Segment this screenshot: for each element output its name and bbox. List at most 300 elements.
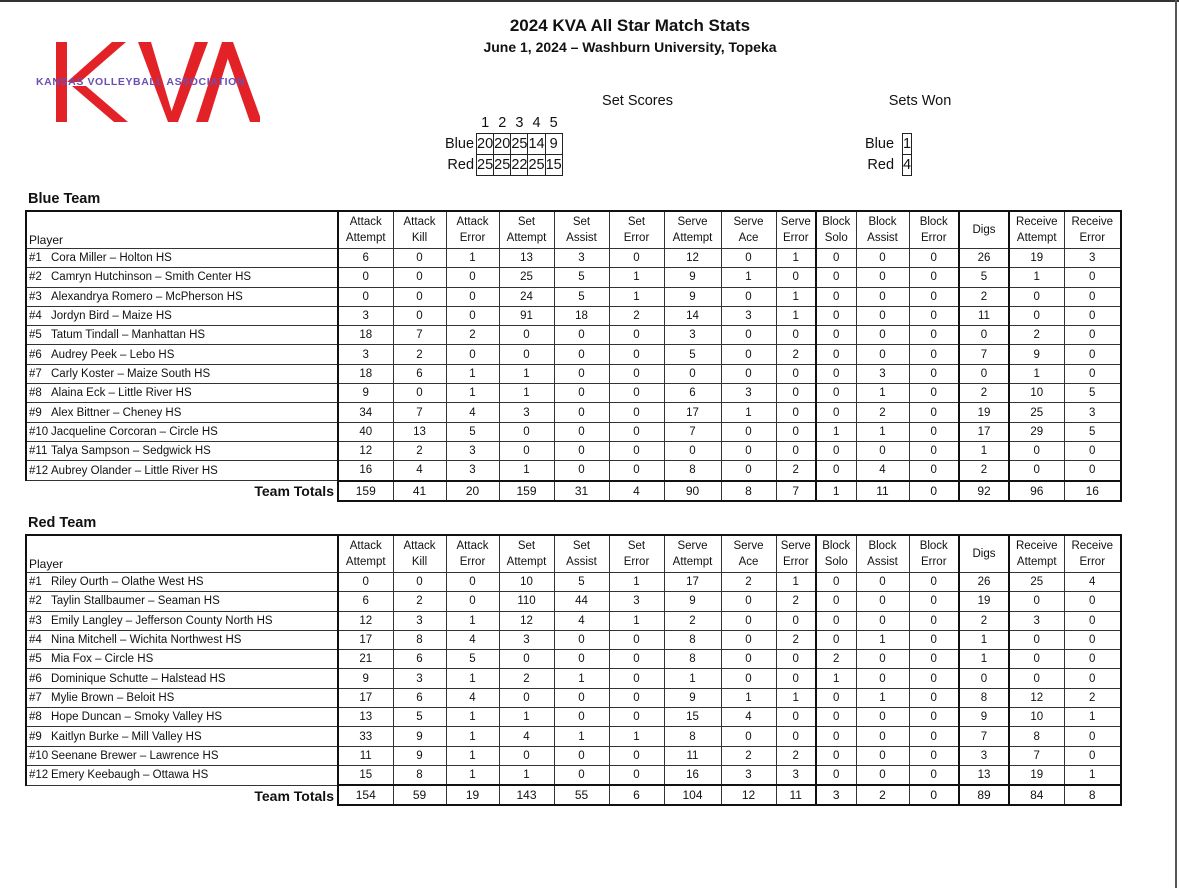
stat-cell: 17 bbox=[338, 688, 393, 707]
stat-cell: 9 bbox=[393, 746, 446, 765]
stat-cell: 0 bbox=[721, 630, 776, 649]
player-name: Seenane Brewer – Lawrence HS bbox=[51, 749, 219, 762]
column-header bbox=[856, 211, 909, 249]
team-total-cell: 11 bbox=[776, 785, 816, 805]
stat-cell: 0 bbox=[338, 268, 393, 287]
team-total-cell: 96 bbox=[1009, 481, 1064, 501]
stat-cell: 2 bbox=[721, 573, 776, 592]
stat-cell: 0 bbox=[1064, 268, 1121, 287]
column-header-line: Digs bbox=[972, 224, 996, 236]
stat-cell: 1 bbox=[499, 765, 554, 785]
stat-cell: 0 bbox=[721, 611, 776, 630]
stat-cell: 11 bbox=[959, 306, 1009, 325]
stat-cell: 1 bbox=[776, 287, 816, 306]
stat-cell: 26 bbox=[959, 573, 1009, 592]
table-row bbox=[26, 650, 1121, 669]
stat-cell: 0 bbox=[446, 287, 499, 306]
table-row bbox=[26, 708, 1121, 727]
stat-cell: 0 bbox=[554, 630, 609, 649]
stat-cell: 0 bbox=[554, 708, 609, 727]
stat-cell: 4 bbox=[446, 630, 499, 649]
stat-cell: 10 bbox=[499, 573, 554, 592]
column-header-line: Attack bbox=[403, 216, 436, 228]
stat-cell: 0 bbox=[554, 461, 609, 481]
stat-cell: 0 bbox=[393, 384, 446, 403]
column-header bbox=[721, 535, 776, 573]
column-header-line: Error bbox=[920, 232, 947, 244]
player-cell bbox=[26, 746, 338, 765]
stat-cell: 0 bbox=[816, 765, 856, 785]
red-score: 22 bbox=[511, 155, 528, 176]
stat-cell: 2 bbox=[609, 306, 664, 325]
stat-cell: 0 bbox=[776, 422, 816, 441]
logo-subtitle: KANSAS VOLLEYBALL ASSOCIATION bbox=[36, 76, 246, 88]
player-number: #3 bbox=[29, 614, 42, 627]
player-name: Alexandrya Romero – McPherson HS bbox=[51, 290, 243, 303]
stat-cell: 5 bbox=[664, 345, 721, 364]
stat-cell: 12 bbox=[499, 611, 554, 630]
team-total-cell: 0 bbox=[909, 481, 959, 501]
player-number: #7 bbox=[29, 691, 42, 704]
stat-cell: 5 bbox=[446, 650, 499, 669]
player-cell bbox=[26, 345, 338, 364]
stat-cell: 0 bbox=[856, 573, 909, 592]
column-header-line: Serve bbox=[733, 216, 764, 228]
column-header bbox=[959, 535, 1009, 573]
stat-cell: 8 bbox=[1009, 727, 1064, 746]
stat-cell: 0 bbox=[909, 611, 959, 630]
stat-cell: 0 bbox=[721, 364, 776, 383]
stat-cell: 2 bbox=[393, 592, 446, 611]
stat-cell: 9 bbox=[664, 268, 721, 287]
stat-cell: 9 bbox=[338, 669, 393, 688]
player-cell bbox=[26, 306, 338, 325]
blue-set-scores bbox=[445, 134, 562, 155]
red-score: 25 bbox=[494, 155, 511, 176]
column-header-line: Serve bbox=[677, 216, 708, 228]
stat-cell: 0 bbox=[499, 345, 554, 364]
stat-cell: 0 bbox=[446, 306, 499, 325]
stat-cell: 9 bbox=[393, 727, 446, 746]
stat-cell: 16 bbox=[338, 461, 393, 481]
stat-cell: 1 bbox=[446, 611, 499, 630]
player-number: #11 bbox=[29, 445, 48, 458]
stat-cell: 0 bbox=[609, 688, 664, 707]
stat-cell: 13 bbox=[393, 422, 446, 441]
stat-cell: 0 bbox=[909, 708, 959, 727]
stat-cell: 1 bbox=[959, 630, 1009, 649]
player-cell bbox=[26, 630, 338, 649]
column-header bbox=[1064, 211, 1121, 249]
stat-cell: 0 bbox=[909, 345, 959, 364]
stat-cell: 1 bbox=[856, 422, 909, 441]
stat-cell: 0 bbox=[816, 573, 856, 592]
column-header bbox=[909, 535, 959, 573]
stat-cell: 0 bbox=[721, 650, 776, 669]
table-row bbox=[26, 611, 1121, 630]
blue-score: 20 bbox=[477, 134, 494, 155]
stat-cell: 9 bbox=[959, 708, 1009, 727]
table-row bbox=[26, 727, 1121, 746]
stat-cell: 19 bbox=[959, 403, 1009, 422]
column-header-line: Digs bbox=[972, 548, 996, 560]
stat-cell: 0 bbox=[554, 688, 609, 707]
stat-cell: 16 bbox=[664, 765, 721, 785]
stat-cell: 0 bbox=[554, 441, 609, 460]
stat-cell: 0 bbox=[909, 403, 959, 422]
stat-cell: 0 bbox=[856, 669, 909, 688]
stat-cell: 11 bbox=[338, 746, 393, 765]
sets-won-caption: Sets Won bbox=[888, 93, 952, 109]
team-total-cell: 12 bbox=[721, 785, 776, 805]
team-total-cell: 92 bbox=[959, 481, 1009, 501]
stat-cell: 0 bbox=[1009, 306, 1064, 325]
stat-cell: 0 bbox=[856, 441, 909, 460]
stat-cell: 2 bbox=[959, 461, 1009, 481]
stat-cell: 14 bbox=[664, 306, 721, 325]
stat-cell: 0 bbox=[776, 441, 816, 460]
stat-cell: 0 bbox=[609, 708, 664, 727]
stat-cell: 0 bbox=[609, 650, 664, 669]
player-name: Emily Langley – Jefferson County North HS bbox=[51, 614, 273, 627]
stat-cell: 1 bbox=[609, 727, 664, 746]
stat-cell: 0 bbox=[554, 650, 609, 669]
stat-cell: 3 bbox=[776, 765, 816, 785]
stat-cell: 1 bbox=[609, 268, 664, 287]
player-cell bbox=[26, 592, 338, 611]
stat-cell: 3 bbox=[856, 364, 909, 383]
stat-cell: 0 bbox=[499, 746, 554, 765]
stat-cell: 12 bbox=[338, 441, 393, 460]
red-label: Red bbox=[867, 157, 895, 173]
stat-cell: 0 bbox=[909, 573, 959, 592]
stat-cell: 2 bbox=[664, 611, 721, 630]
stat-cell: 2 bbox=[1009, 326, 1064, 345]
stat-cell: 1 bbox=[446, 765, 499, 785]
red-team-title: Red Team bbox=[28, 515, 97, 531]
red-sets-won-row bbox=[865, 155, 912, 176]
blue-score: 14 bbox=[528, 134, 545, 155]
column-header-line: Set bbox=[572, 540, 591, 552]
top-border bbox=[0, 0, 1179, 2]
table-row bbox=[26, 461, 1121, 481]
column-header-line: Error bbox=[1079, 556, 1106, 568]
team-total-cell: 19 bbox=[446, 785, 499, 805]
stat-cell: 3 bbox=[1009, 611, 1064, 630]
stat-cell: 2 bbox=[959, 384, 1009, 403]
stat-cell: 0 bbox=[1064, 461, 1121, 481]
stat-cell: 0 bbox=[816, 306, 856, 325]
column-header bbox=[393, 535, 446, 573]
player-cell bbox=[26, 573, 338, 592]
player-name: Taylin Stallbaumer – Seaman HS bbox=[51, 595, 220, 608]
table-row bbox=[26, 364, 1121, 383]
team-totals-row bbox=[26, 785, 1121, 805]
column-header-line: Receive bbox=[1071, 216, 1114, 228]
stat-cell: 8 bbox=[959, 688, 1009, 707]
team-total-cell: 16 bbox=[1064, 481, 1121, 501]
stat-cell: 19 bbox=[1009, 765, 1064, 785]
column-header-line: Assist bbox=[566, 556, 597, 568]
stat-cell: 0 bbox=[664, 364, 721, 383]
stat-cell: 0 bbox=[499, 650, 554, 669]
stat-cell: 6 bbox=[664, 384, 721, 403]
stat-cell: 0 bbox=[609, 630, 664, 649]
stat-cell: 0 bbox=[393, 573, 446, 592]
stat-cell: 2 bbox=[776, 592, 816, 611]
player-column-header: Player bbox=[26, 211, 338, 249]
player-number: #3 bbox=[29, 290, 42, 303]
stat-cell: 0 bbox=[609, 249, 664, 268]
column-header bbox=[664, 535, 721, 573]
stat-cell: 0 bbox=[909, 306, 959, 325]
red-sets-won: 4 bbox=[903, 155, 912, 176]
stat-cell: 4 bbox=[446, 688, 499, 707]
column-header-line: Serve bbox=[733, 540, 764, 552]
team-total-cell: 4 bbox=[609, 481, 664, 501]
stat-cell: 0 bbox=[446, 592, 499, 611]
stat-cell: 0 bbox=[909, 287, 959, 306]
team-total-cell: 159 bbox=[338, 481, 393, 501]
table-row bbox=[26, 306, 1121, 325]
player-name: Tatum Tindall – Manhattan HS bbox=[51, 329, 206, 342]
set-number: 5 bbox=[549, 115, 558, 131]
stat-cell: 4 bbox=[554, 611, 609, 630]
stat-cell: 0 bbox=[554, 384, 609, 403]
column-header bbox=[499, 535, 554, 573]
player-name: Audrey Peek – Lebo HS bbox=[51, 348, 175, 361]
stat-cell: 3 bbox=[393, 611, 446, 630]
stat-cell: 0 bbox=[776, 268, 816, 287]
stat-cell: 7 bbox=[393, 326, 446, 345]
column-header-line: Set bbox=[517, 540, 536, 552]
stat-cell: 0 bbox=[909, 669, 959, 688]
player-name: Riley Ourth – Olathe West HS bbox=[51, 576, 204, 589]
column-header bbox=[554, 535, 609, 573]
column-header-line: Receive bbox=[1071, 540, 1114, 552]
column-header-line: Kill bbox=[411, 556, 428, 568]
stat-cell: 4 bbox=[1064, 573, 1121, 592]
stat-cell: 0 bbox=[554, 746, 609, 765]
stat-cell: 0 bbox=[1009, 650, 1064, 669]
team-total-cell: 84 bbox=[1009, 785, 1064, 805]
blue-team-stats-table bbox=[25, 210, 1122, 502]
stat-cell: 3 bbox=[959, 746, 1009, 765]
player-number: #6 bbox=[29, 348, 42, 361]
stat-cell: 10 bbox=[1009, 384, 1064, 403]
column-header-line: Set bbox=[517, 216, 536, 228]
stat-cell: 0 bbox=[1064, 345, 1121, 364]
column-header-line: Set bbox=[572, 216, 591, 228]
stat-cell: 2 bbox=[776, 461, 816, 481]
player-number: #4 bbox=[29, 634, 42, 647]
stat-cell: 0 bbox=[816, 461, 856, 481]
stat-cell: 0 bbox=[909, 268, 959, 287]
stat-cell: 0 bbox=[816, 326, 856, 345]
stat-cell: 0 bbox=[609, 441, 664, 460]
stat-cell: 0 bbox=[554, 403, 609, 422]
stat-cell: 0 bbox=[609, 746, 664, 765]
stat-cell: 0 bbox=[856, 326, 909, 345]
stat-cell: 0 bbox=[554, 364, 609, 383]
stat-cell: 18 bbox=[554, 306, 609, 325]
stat-cell: 0 bbox=[776, 708, 816, 727]
column-header-line: Error bbox=[623, 232, 650, 244]
stat-cell: 0 bbox=[609, 422, 664, 441]
player-cell bbox=[26, 384, 338, 403]
column-header-line: Solo bbox=[824, 232, 848, 244]
stat-cell: 0 bbox=[1064, 441, 1121, 460]
player-cell bbox=[26, 249, 338, 268]
stat-cell: 3 bbox=[446, 461, 499, 481]
stat-cell: 0 bbox=[776, 326, 816, 345]
player-name: Camryn Hutchinson – Smith Center HS bbox=[51, 271, 252, 284]
team-total-cell: 159 bbox=[499, 481, 554, 501]
stat-cell: 0 bbox=[721, 287, 776, 306]
stat-cell: 1 bbox=[446, 727, 499, 746]
stat-cell: 8 bbox=[664, 461, 721, 481]
column-header-line: Serve bbox=[780, 216, 811, 228]
team-total-cell: 3 bbox=[816, 785, 856, 805]
stat-cell: 2 bbox=[393, 345, 446, 364]
blue-score: 9 bbox=[545, 134, 562, 155]
stat-cell: 1 bbox=[554, 727, 609, 746]
stat-cell: 13 bbox=[338, 708, 393, 727]
stat-cell: 19 bbox=[959, 592, 1009, 611]
stat-cell: 0 bbox=[1064, 746, 1121, 765]
stat-cell: 0 bbox=[499, 441, 554, 460]
set-number: 2 bbox=[498, 115, 507, 131]
stat-cell: 0 bbox=[816, 345, 856, 364]
stat-cell: 0 bbox=[1064, 669, 1121, 688]
stat-cell: 0 bbox=[856, 650, 909, 669]
player-number: #9 bbox=[29, 406, 42, 419]
stat-cell: 2 bbox=[776, 746, 816, 765]
blue-sets-won-row bbox=[865, 134, 912, 155]
stat-cell: 1 bbox=[816, 669, 856, 688]
column-header bbox=[959, 211, 1009, 249]
stat-cell: 18 bbox=[338, 326, 393, 345]
stat-cell: 2 bbox=[499, 669, 554, 688]
stat-cell: 0 bbox=[776, 384, 816, 403]
blue-score: 20 bbox=[494, 134, 511, 155]
stat-cell: 0 bbox=[1009, 669, 1064, 688]
column-header bbox=[816, 535, 856, 573]
stat-cell: 0 bbox=[909, 441, 959, 460]
column-header-line: Error bbox=[623, 556, 650, 568]
stat-cell: 3 bbox=[446, 441, 499, 460]
stat-cell: 44 bbox=[554, 592, 609, 611]
stat-cell: 0 bbox=[609, 765, 664, 785]
team-total-cell: 104 bbox=[664, 785, 721, 805]
stat-cell: 0 bbox=[609, 403, 664, 422]
stat-cell: 9 bbox=[338, 384, 393, 403]
column-header-line: Set bbox=[627, 540, 646, 552]
player-number: #1 bbox=[29, 576, 42, 589]
team-totals-label: Team Totals bbox=[26, 481, 338, 501]
table-row bbox=[26, 669, 1121, 688]
stat-cell: 0 bbox=[816, 630, 856, 649]
stat-cell: 1 bbox=[499, 708, 554, 727]
player-name: Nina Mitchell – Wichita Northwest HS bbox=[51, 634, 242, 647]
player-number: #7 bbox=[29, 367, 42, 380]
stat-cell: 6 bbox=[393, 688, 446, 707]
stat-cell: 0 bbox=[816, 287, 856, 306]
player-cell bbox=[26, 650, 338, 669]
stat-cell: 1 bbox=[856, 630, 909, 649]
stat-cell: 0 bbox=[776, 727, 816, 746]
stat-cell: 8 bbox=[664, 650, 721, 669]
player-number: #8 bbox=[29, 711, 42, 724]
column-header bbox=[446, 535, 499, 573]
blue-label: Blue bbox=[865, 136, 895, 152]
header-row bbox=[26, 211, 1121, 249]
stat-cell: 0 bbox=[856, 592, 909, 611]
column-header-line: Set bbox=[627, 216, 646, 228]
table-row bbox=[26, 592, 1121, 611]
column-header-line: Ace bbox=[738, 556, 759, 568]
stat-cell: 0 bbox=[816, 611, 856, 630]
player-name: Dominique Schutte – Halstead HS bbox=[51, 672, 226, 685]
stat-cell: 0 bbox=[776, 669, 816, 688]
table-row bbox=[26, 268, 1121, 287]
stat-cell: 0 bbox=[609, 461, 664, 481]
stat-cell: 6 bbox=[393, 364, 446, 383]
stat-cell: 21 bbox=[338, 650, 393, 669]
team-total-cell: 7 bbox=[776, 481, 816, 501]
stat-cell: 0 bbox=[1064, 611, 1121, 630]
set-number-row bbox=[445, 113, 562, 134]
stat-cell: 110 bbox=[499, 592, 554, 611]
stat-cell: 33 bbox=[338, 727, 393, 746]
stat-cell: 0 bbox=[909, 461, 959, 481]
player-cell bbox=[26, 287, 338, 306]
stat-cell: 1 bbox=[446, 384, 499, 403]
team-total-cell: 20 bbox=[446, 481, 499, 501]
stat-cell: 29 bbox=[1009, 422, 1064, 441]
player-number: #6 bbox=[29, 672, 42, 685]
stat-cell: 0 bbox=[446, 268, 499, 287]
player-number: #5 bbox=[29, 329, 42, 342]
stat-cell: 25 bbox=[1009, 403, 1064, 422]
set-scores-table bbox=[445, 113, 563, 176]
column-header-line: Attack bbox=[456, 216, 489, 228]
stat-cell: 1 bbox=[959, 650, 1009, 669]
set-scores-caption: Set Scores bbox=[602, 93, 673, 109]
column-header bbox=[721, 211, 776, 249]
player-name: Mia Fox – Circle HS bbox=[51, 653, 154, 666]
column-header-line: Block bbox=[919, 216, 948, 228]
player-cell bbox=[26, 268, 338, 287]
column-header-line: Ace bbox=[738, 232, 759, 244]
stat-cell: 9 bbox=[1009, 345, 1064, 364]
stat-cell: 2 bbox=[959, 287, 1009, 306]
stat-cell: 12 bbox=[338, 611, 393, 630]
stat-cell: 0 bbox=[1064, 630, 1121, 649]
stat-cell: 7 bbox=[664, 422, 721, 441]
team-total-cell: 90 bbox=[664, 481, 721, 501]
column-header bbox=[1064, 535, 1121, 573]
stat-cell: 0 bbox=[816, 688, 856, 707]
stat-cell: 12 bbox=[1009, 688, 1064, 707]
blue-label: Blue bbox=[445, 136, 475, 152]
stat-cell: 5 bbox=[554, 287, 609, 306]
stat-cell: 7 bbox=[959, 727, 1009, 746]
player-cell bbox=[26, 403, 338, 422]
stat-cell: 1 bbox=[1064, 708, 1121, 727]
stat-cell: 24 bbox=[499, 287, 554, 306]
column-header-line: Attempt bbox=[1016, 556, 1057, 568]
